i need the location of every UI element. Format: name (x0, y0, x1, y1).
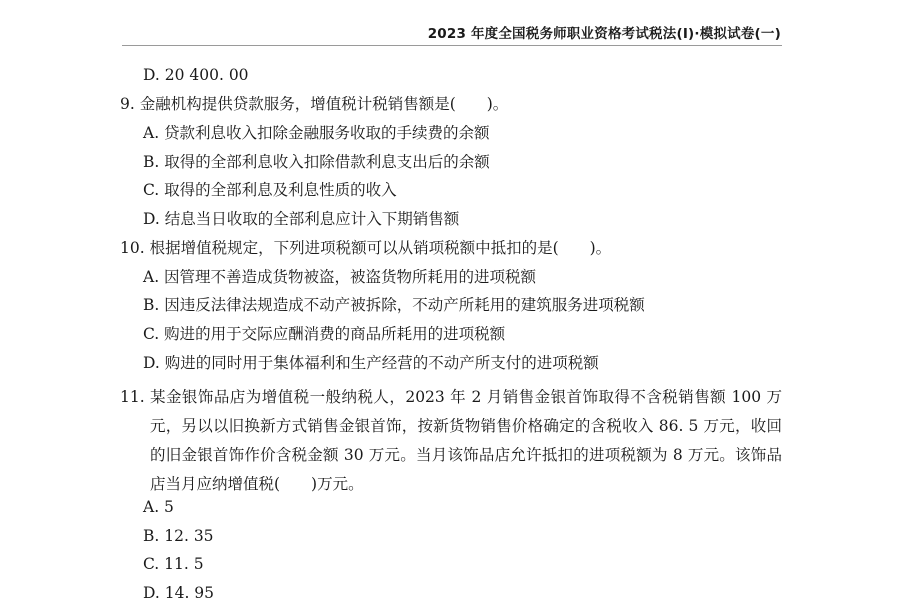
q11-option-b: B. 12. 35 (143, 527, 214, 545)
q10-stem: 10. 根据增值税规定，下列进项税额可以从销项税额中抵扣的是( )。 (120, 239, 612, 257)
q9-stem: 9. 金融机构提供贷款服务，增值税计税销售额是( )。 (120, 95, 509, 113)
header-divider (122, 45, 782, 46)
q11-stem: 某金银饰品店为增值税一般纳税人，2023 年 2 月销售金银首饰取得不含税销售额 100 万元，另以以旧换新方式销售金银首饰，按新货物销售价格确定的含税收入 86. 5 万元，收回的旧金银首饰作价含税金额 30 万元。当月该饰品店允许抵扣的进项税额为 8 万元。该饰品店当月应纳增值税( )万元。 (150, 388, 782, 493)
page-header-title: 2023 年度全国税务师职业资格考试税法(Ⅰ)·模拟试卷(一) (427, 26, 781, 42)
q11-number: 11. (120, 388, 145, 406)
q10-option-b: B. 因违反法律法规造成不动产被拆除，不动产所耗用的建筑服务进项税额 (143, 296, 645, 314)
q9-option-b: B. 取得的全部利息收入扣除借款利息支出后的余额 (143, 153, 490, 171)
q11-option-a: A. 5 (143, 498, 174, 516)
q11-option-c: C. 11. 5 (143, 555, 204, 573)
q9-option-a: A. 贷款利息收入扣除金融服务收取的手续费的余额 (143, 124, 490, 142)
q10-option-d: D. 购进的同时用于集体福利和生产经营的不动产所支付的进项税额 (143, 354, 599, 372)
q10-option-c: C. 购进的用于交际应酬消费的商品所耗用的进项税额 (143, 325, 506, 343)
q10-option-a: A. 因管理不善造成货物被盗，被盗货物所耗用的进项税额 (143, 268, 537, 286)
q8-option-d: D. 20 400. 00 (143, 66, 249, 84)
q9-option-c: C. 取得的全部利息及利息性质的收入 (143, 181, 397, 199)
q11-option-d: D. 14. 95 (143, 584, 215, 602)
q9-option-d: D. 结息当日收取的全部利息应计入下期销售额 (143, 210, 460, 228)
